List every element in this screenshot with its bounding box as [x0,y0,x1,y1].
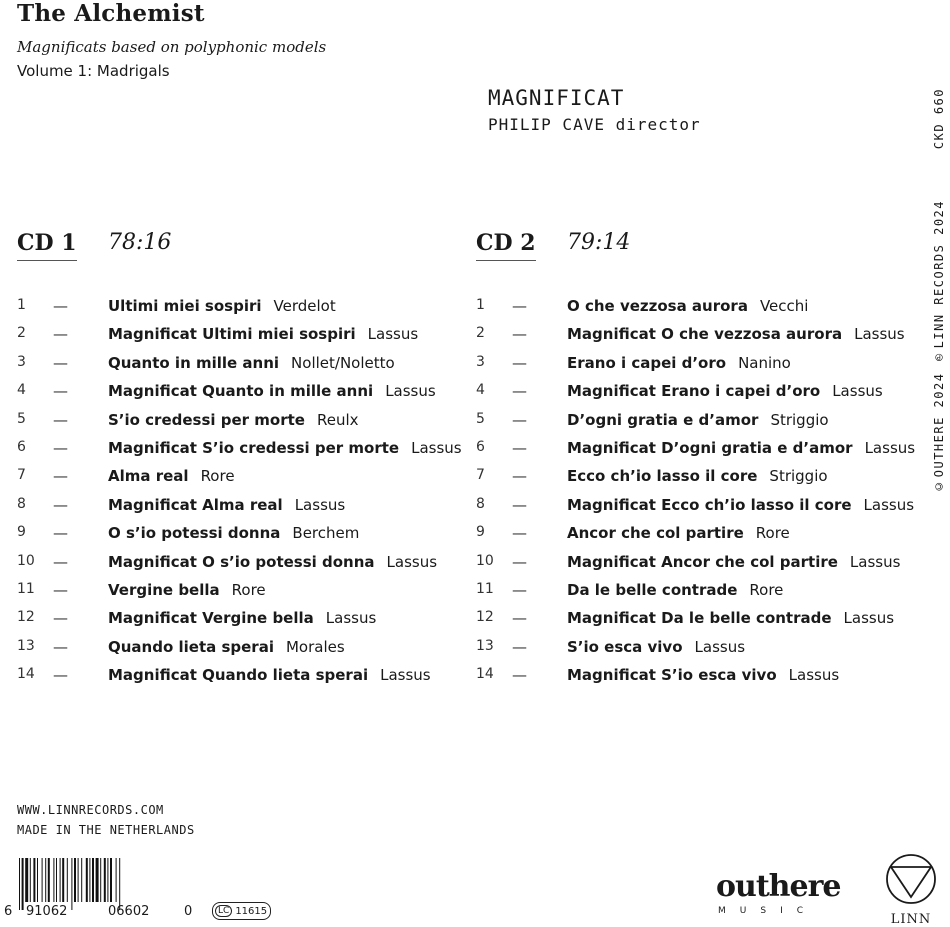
track-separator: — [512,609,527,628]
track-number: 12 [17,609,35,626]
track-title [108,638,345,656]
track-title [108,382,436,400]
cd1-duration: 78:16 [108,230,172,255]
track-composer: Berchem [292,524,360,543]
track-row [17,467,457,495]
track-title [567,467,828,485]
track-row [17,524,457,552]
barcode-bar [119,858,120,910]
track-title [108,666,431,684]
track-composer: Lassus [380,666,431,685]
track-number: 8 [476,495,485,512]
track-composer: Lassus [849,552,901,571]
track-title [108,354,395,372]
track-composer: Rore [755,524,790,543]
track-row [17,325,457,353]
track-row [476,496,916,524]
track-row [17,297,457,325]
track-number: 7 [17,467,26,484]
track-row [476,524,916,552]
barcode-digit-group1: 91062 [26,904,68,919]
track-composer: Rore [200,467,235,486]
lc-number: 11615 [235,905,268,917]
track-composer: Lassus [694,637,746,656]
outhere-logo-word: outhere [716,869,841,904]
track-row [17,382,457,410]
track-separator: — [512,552,527,571]
track-title [567,297,808,315]
track-number: 6 [476,438,485,455]
barcode-digit-first: 6 [4,904,13,919]
track-separator: — [53,637,68,656]
copyright-notice: ©OUTHERE 2024 ℗LINN RECORDS 2024 [932,200,946,493]
track-title [567,325,905,343]
track-separator: — [512,580,527,599]
track-separator: — [512,666,527,685]
track-number: 14 [17,666,35,683]
track-title-text: Magnificat Ecco ch’io lasso il core [567,495,852,514]
track-title-text: O s’io potessi donna [108,524,281,543]
track-composer: Lassus [864,438,916,457]
track-number: 2 [476,325,485,342]
track-title [108,553,437,571]
cd2-duration: 79:14 [567,230,631,255]
track-row [476,467,916,495]
track-title [567,439,915,457]
track-title [108,439,462,457]
catalog-number: CKD 660 [932,88,946,150]
track-separator: — [53,552,68,571]
track-number: 6 [17,438,26,455]
track-title-text: Quanto in mille anni [108,353,280,372]
barcode-bar [30,858,31,902]
cd2-tracklist [476,297,916,694]
barcode-bar [60,858,61,902]
track-row [476,411,916,439]
track-composer: Lassus [325,609,377,628]
track-title-text: D’ogni gratia e d’amor [567,410,759,429]
barcode-bar [45,858,46,902]
track-title-text: Magnificat D’ogni gratia e d’amor [567,438,853,457]
track-title [567,524,790,542]
barcode-bar [110,858,112,902]
track-title-text: O che vezzosa aurora [567,297,748,315]
track-number: 4 [17,382,26,399]
track-title [567,354,791,372]
track-title-text: Magnificat Quando lieta sperai [108,666,369,685]
barcode-graphic [17,858,195,910]
barcode-bar [100,858,101,902]
album-volume: Volume 1: Madrigals [17,62,170,80]
barcode-digit-group2: 06602 [108,904,150,919]
barcode-bar [25,858,28,902]
track-composer: Nollet/Noletto [291,353,395,372]
track-title [567,411,829,429]
barcode-bar [96,858,99,902]
cd1-label: CD 1 [17,230,77,261]
track-number: 9 [17,524,26,541]
track-title-text: Magnificat Ultimi miei sospiri [108,325,356,344]
album-subtitle: Magnificats based on polyphonic models [17,38,327,56]
track-row [476,666,916,694]
track-separator: — [512,353,527,372]
album-title: The Alchemist [17,0,205,27]
track-title-text: Magnificat O s’io potessi donna [108,552,375,571]
track-separator: — [53,666,68,685]
track-separator: — [53,410,68,429]
track-number: 9 [476,524,485,541]
barcode-bar [37,858,38,902]
track-title [567,553,900,571]
track-number: 13 [476,637,494,654]
barcode-bar [67,858,68,902]
track-composer: Lassus [863,495,915,514]
track-title-text: Alma real [108,467,189,486]
track-separator: — [512,495,527,514]
outhere-music-logo [716,869,841,916]
track-composer: Morales [285,637,345,656]
track-title [108,297,336,315]
track-number: 11 [17,580,35,597]
track-title-text: Magnificat Alma real [108,495,283,514]
track-composer: Rore [231,580,266,599]
track-title-text: Da le belle contrade [567,580,738,599]
track-separator: — [53,297,68,315]
track-title-text: Magnificat S’io esca vivo [567,666,777,685]
track-composer: Reulx [316,410,359,429]
track-number: 10 [476,552,494,569]
barcode-bar [86,858,88,902]
barcode-bar [22,858,24,910]
director-credit: PHILIP CAVE director [488,115,701,134]
ensemble-name: MAGNIFICAT [488,86,625,110]
track-number: 3 [476,353,485,370]
track-number: 14 [476,666,494,683]
track-row [17,411,457,439]
track-title [108,581,266,599]
track-row [476,609,916,637]
track-number: 5 [476,410,485,427]
track-title-text: Ecco ch’io lasso il core [567,467,758,486]
track-separator: — [512,524,527,543]
barcode-bar [48,858,50,902]
outhere-logo-music: MUSIC [718,906,818,916]
barcode-bar [53,858,54,902]
website-url: WWW.LINNRECORDS.COM [17,803,164,817]
track-row [17,609,457,637]
cd1-header [17,230,172,261]
track-row [476,439,916,467]
track-composer: Lassus [386,552,438,571]
track-composer: Verdelot [273,297,336,315]
track-number: 2 [17,325,26,342]
track-title [108,496,345,514]
track-composer: Lassus [788,666,840,685]
track-title [108,609,376,627]
lc-prefix: LC [215,905,232,917]
track-number: 3 [17,353,26,370]
track-title-text: Magnificat Erano i capei d’oro [567,382,821,401]
track-row [17,666,457,694]
barcode-bar [78,858,79,902]
made-in-text: MADE IN THE NETHERLANDS [17,823,195,837]
track-composer: Nanino [738,353,791,372]
track-title [567,638,745,656]
track-row [476,297,916,325]
track-composer: Rore [749,580,784,599]
track-title [108,411,359,429]
barcode-bar [116,858,117,902]
track-row [476,382,916,410]
track-row [476,354,916,382]
track-separator: — [53,524,68,543]
track-title-text: S’io credessi per morte [108,410,305,429]
cd2-header [476,230,631,261]
barcode-bar [104,858,106,902]
track-composer: Vecchi [759,297,809,315]
track-title-text: Magnificat O che vezzosa aurora [567,325,843,344]
track-title-text: Vergine bella [108,580,220,599]
track-separator: — [53,495,68,514]
track-title [108,524,359,542]
track-composer: Lassus [367,325,419,344]
linn-logo-word: LINN [890,912,932,927]
track-row [17,438,462,467]
track-title-text: Ultimi miei sospiri [108,297,262,315]
barcode-bar [33,858,35,902]
track-title-text: Magnificat Ancor che col partire [567,552,838,571]
track-title [567,382,883,400]
track-title [108,467,235,485]
track-title [567,496,914,514]
track-number: 5 [17,410,26,427]
track-separator: — [512,410,527,429]
track-title [108,325,418,343]
track-composer: Lassus [854,325,905,344]
track-separator: — [512,467,527,486]
track-number: 12 [476,609,494,626]
barcode-bar [71,858,72,910]
track-row [17,496,457,524]
track-number: 7 [476,467,485,484]
track-title [567,609,894,627]
track-title-text: Magnificat Quanto in mille anni [108,382,374,401]
barcode-bar [81,858,82,902]
track-separator: — [512,325,527,344]
track-row [17,581,457,609]
track-composer: Lassus [385,382,436,401]
track-separator: — [53,609,68,628]
barcode-digit-last: 0 [184,904,193,919]
barcode-bar [89,858,90,902]
track-row [17,553,457,581]
track-row [476,581,916,609]
track-row [17,354,457,382]
track-separator: — [53,382,68,401]
track-composer: Lassus [411,438,462,457]
track-separator: — [53,438,68,457]
track-number: 10 [17,552,35,569]
track-separator: — [53,580,68,599]
track-separator: — [512,382,527,401]
track-title-text: Quando lieta sperai [108,637,274,656]
track-number: 1 [476,297,485,313]
linn-emblem-icon [884,852,938,906]
track-title [567,581,783,599]
track-title-text: S’io esca vivo [567,637,683,656]
track-row [476,553,916,581]
track-title-text: Magnificat Da le belle contrade [567,609,832,628]
barcode-bar [74,858,76,902]
track-title [567,666,839,684]
barcode-bar [62,858,64,902]
track-row [17,638,457,666]
linn-logo [882,852,940,927]
cd1-tracklist [17,297,462,694]
track-title-text: Erano i capei d’oro [567,353,727,372]
track-separator: — [512,438,527,457]
cd2-label: CD 2 [476,230,536,261]
track-composer: Striggio [770,410,829,429]
track-number: 11 [476,580,494,597]
track-composer: Lassus [294,495,346,514]
track-number: 13 [17,637,35,654]
barcode-bar [92,858,94,902]
track-separator: — [512,297,527,315]
track-row [476,638,916,666]
barcode-bar [42,858,43,902]
track-separator: — [512,637,527,656]
track-title-text: Ancor che col partire [567,524,744,543]
barcode-bar [19,858,20,910]
track-title-text: Magnificat Vergine bella [108,609,314,628]
track-separator: — [53,467,68,486]
track-composer: Striggio [769,467,828,486]
track-title-text: Magnificat S’io credessi per morte [108,438,400,457]
track-row [476,325,916,353]
track-composer: Lassus [832,382,883,401]
track-number: 8 [17,495,26,512]
barcode-bar [107,858,108,902]
track-number: 1 [17,297,26,313]
label-code-badge [212,902,271,920]
track-composer: Lassus [843,609,895,628]
track-separator: — [53,325,68,344]
track-separator: — [53,353,68,372]
barcode-bar [56,858,57,902]
track-number: 4 [476,382,485,399]
